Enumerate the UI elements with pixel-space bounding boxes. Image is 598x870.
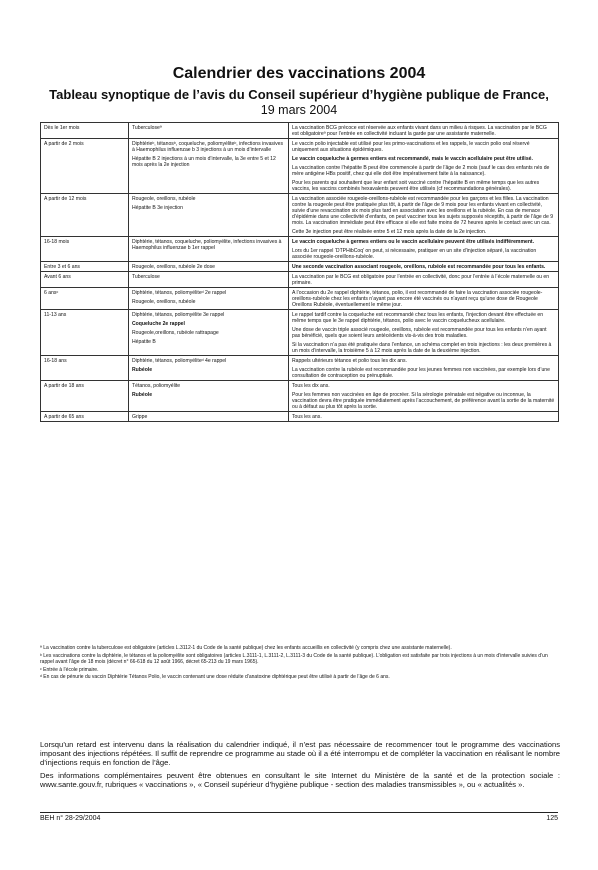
vaccine-cell (129, 237, 289, 262)
recommendation-cell (289, 412, 559, 422)
vaccine-cell (129, 381, 289, 412)
schedule-row (41, 194, 559, 237)
footnotes (40, 645, 560, 682)
vaccine-entry: Grippe (132, 413, 148, 420)
recommendation-cell (289, 237, 559, 262)
footnote: ᶜ Entrée à l’école primaire. (40, 666, 99, 673)
age-cell: A partir de 12 mois (41, 194, 129, 237)
vaccine-entry: Rougeole, oreillons, rubéole (132, 298, 196, 305)
schedule-row (41, 381, 559, 412)
age-cell: 6 ansᶜ (41, 288, 129, 310)
age-cell: 16-18 ans (41, 356, 129, 381)
recommendation-paragraph: Tous les ans. (292, 413, 322, 420)
recommendation-cell (289, 272, 559, 288)
vaccine-entry: Hépatite B 3e injection (132, 204, 183, 211)
recommendation-paragraph: Si la vaccination n’a pas été pratiquée dans l’enfance, un schéma complet en trois injections : les deux premières à un mois d’intervalle, la troisième 5 à 12 mois après la date de la deuxième injection. (292, 341, 552, 354)
schedule-row (41, 123, 559, 139)
recommendation-paragraph: A l’occasion du 2e rappel diphtérie, tétanos, polio, il est recommandé de faire la vaccination associée rougeole-oreillons-rubéole chez les enfants n’ayant pas encore été vaccinés ou n’ayant reçu qu’une dose de Rougeole Oreillons Rubéole, éventuellement le même jour. (292, 289, 543, 308)
age-cell: A partir de 65 ans (41, 412, 129, 422)
vaccine-entry: Rougeole, oreillons, rubéole 2e dose (132, 263, 215, 270)
recommendation-cell (289, 381, 559, 412)
vaccine-cell (129, 262, 289, 272)
age-cell: A partir de 2 mois (41, 139, 129, 194)
schedule-row (41, 272, 559, 288)
recommendation-paragraph: Tous les dix ans. (292, 382, 330, 389)
recommendation-paragraph: Le vaccin coqueluche à germes entiers ou le vaccin acellulaire peuvent être utilisés indifféremment. (292, 238, 535, 245)
schedule-row (41, 262, 559, 272)
document-subtitle: Tableau synoptique de l’avis du Conseil supérieur d’hygiène publique de France, (49, 87, 549, 102)
schedule-row (41, 288, 559, 310)
vaccine-entry: Diphtérie, tétanos, coqueluche, poliomyélite, infections invasives à Haemophilus influenzae b 1er rappel (132, 238, 282, 251)
vaccine-entry: Diphtérie, tétanos, poliomyéliteᵈ 4e rappel (132, 357, 227, 364)
age-cell: Dès le 1er mois (41, 123, 129, 139)
recommendation-paragraph: La vaccination contre l’hépatite B peut être commencée à partir de l’âge de 2 mois (sauf le cas des enfants nés de mère antigène HBs positif, chez qui elle doit être impérativement faite à la naissance). (292, 164, 550, 177)
vaccine-cell (129, 288, 289, 310)
vaccine-entry: Hépatite B 2 injections à un mois d’intervalle, la 3e entre 5 et 12 mois après la 2e injection (132, 155, 276, 168)
journal-reference: BEH n° 28-29/2004 (40, 815, 101, 822)
schedule-row (41, 412, 559, 422)
footnote: ᵇ Les vaccinations contre la diphtérie, le tétanos et la poliomyélite sont obligatoires (articles L.3111-1, L.3111-2, L.3111-3 du Code de la santé publique). L’obligation est satisfaite par trois injections à un mois d’intervalle suivies d’un rappel avant l’âge de 18 mois (décret n° 66-618 du 12 août 1966, décret 65-213 du 19 mars 1965). (40, 652, 548, 665)
vaccine-entry: Hépatite B (132, 338, 156, 345)
recommendation-paragraph: La vaccination BCG précoce est réservée aux enfants vivant dans un milieu à risques. La vaccination par le BCG est obligatoireª pour l’entrée en collectivité incluant la garde par une assistante maternelle. (292, 124, 547, 137)
vaccine-entry: Rubéole (132, 366, 153, 373)
body-paragraph: Des informations complémentaires peuvent être obtenues en consultant le site Internet du Ministère de la santé et de la protection sociale : www.sante.gouv.fr, rubriques « vaccinations », « Conseil supérieur d’hygiène publique - section des maladies transmissibles », ou « actualités ». (40, 770, 560, 789)
recommendation-paragraph: La vaccination par le BCG est obligatoire pour l’entrée en collectivité, donc pour l’entrée à l’école maternelle ou en primaire. (292, 273, 550, 286)
recommendation-paragraph: La vaccination contre la rubéole est recommandée pour les jeunes femmes non vaccinées, par exemple lors d’une consultation de contraception ou prénuptiale. (292, 366, 550, 379)
recommendation-paragraph: Lors du 1er rappel ‘DTPHibCoq’ on peut, si nécessaire, pratiquer en un site d’injection séparé, la vaccination associée rougeole-oreillons-rubéole. (292, 247, 537, 260)
vaccine-cell (129, 272, 289, 288)
schedule-row (41, 310, 559, 356)
body-text (40, 740, 560, 792)
vaccine-entry: Rougeole,oreillons, rubéole rattrapage (132, 329, 219, 336)
recommendation-paragraph: Le rappel tardif contre la coqueluche est recommandé chez tous les enfants, l’injection devant être effectuée en même temps que le 3e rappel diphtérie, tétanos, polio avec le vaccin coquelucheux acellulaire. (292, 311, 544, 324)
recommendation-cell (289, 262, 559, 272)
recommendation-paragraph: Le vaccin polio injectable est utilisé pour les primo-vaccinations et les rappels, le vaccin polio oral réservé uniquement aux situations épidémiques. (292, 140, 530, 153)
vaccine-entry: Rubéole (132, 391, 153, 398)
recommendation-paragraph: Rappels ultérieurs tétanos et polio tous les dix ans. (292, 357, 407, 364)
footnote: ᵈ En cas de pénurie du vaccin Diphtérie Tétanos Polio, le vaccin contenant une dose réduite d’anatoxine diphtérique peut être utilisé à partir de l’âge de 6 ans. (40, 674, 390, 681)
age-cell: 16-18 mois (41, 237, 129, 262)
schedule-row (41, 237, 559, 262)
recommendation-paragraph: Cette 3e injection peut être réalisée entre 5 et 12 mois après la date de la 2e injection. (292, 228, 487, 235)
vaccine-entry: Diphtérieᵇ, tétanosᵇ, coqueluche, poliomyéliteᵇ, infections invasives à Haemophilus influenzae b 3 injections à un mois d’intervalle (132, 140, 284, 153)
document-date: 19 mars 2004 (260, 103, 338, 117)
recommendation-paragraph: Une dose de vaccin triple associé rougeole, oreillons, rubéole est recommandée pour tous les enfants n’en ayant pas bénéficié, quels que soient leurs antécédents vis-à-vis des trois maladies. (292, 326, 547, 339)
vaccine-entry: Diphtérie, tétanos, poliomyéliteᵈ 2e rappel (132, 289, 227, 296)
vaccine-cell (129, 194, 289, 237)
recommendation-paragraph: Pour les femmes non vaccinées en âge de procréer. Si la sérologie prénatale est négative ou inconnue, la vaccination devra être pratiquée immédiatement après l’accouchement, de préférence avant la sortie de la maternité ou à défaut au plus tôt après la sortie. (292, 391, 555, 410)
vaccine-entry: Tuberculoseª (132, 124, 162, 131)
vaccine-cell (129, 123, 289, 139)
vaccine-cell (129, 139, 289, 194)
vaccine-entry: Diphtérie, tétanos, poliomyélite 3e rappel (132, 311, 225, 318)
document-title: Calendrier des vaccinations 2004 (172, 65, 426, 82)
vaccine-cell (129, 356, 289, 381)
recommendation-paragraph: La vaccination associée rougeole-oreillons-rubéole est recommandée pour les garçons et les filles. La vaccination contre la rougeole peut être pratiquée plus tôt, à partir de l’âge de 9 mois pour les enfants vivant en collectivité, suivie d’une revaccination six mois plus tard en association avec les oreillons et la rubéole. En cas de menace d’épidémie dans une collectivité d’enfants, on peut vacciner tous les sujets supposés réceptifs, à partir de l’âge de 9 mois. La vaccination immédiate peut être efficace si elle est faite moins de 72 heures après le contact avec un cas. (292, 195, 554, 226)
vaccination-schedule-table (40, 122, 559, 422)
vaccine-cell (129, 412, 289, 422)
age-cell: 11-13 ans (41, 310, 129, 356)
page-footer (40, 812, 558, 822)
footnote: ª La vaccination contre la tuberculose est obligatoire (articles L.3112-1 du Code de la santé publique) chez les enfants accueillis en collectivité (y compris chez une assistante maternelle). (40, 645, 452, 651)
recommendation-cell (289, 194, 559, 237)
recommendation-paragraph: Une seconde vaccination associant rougeole, oreillons, rubéole est recommandée pour tous les enfants. (292, 263, 546, 270)
recommendation-cell (289, 310, 559, 356)
schedule-row (41, 139, 559, 194)
age-cell: Entre 3 et 6 ans (41, 262, 129, 272)
page-number: 125 (546, 815, 558, 822)
body-paragraph: Lorsqu’un retard est intervenu dans la réalisation du calendrier indiqué, il n’est pas nécessaire de recommencer tout le programme des vaccinations imposant des injections répétées. Il suffit de reprendre ce programme au stade où il a été interrompu et de compléter la vaccination en réalisant le nombre d’injections requis en fonction de l’âge. (40, 740, 560, 768)
recommendation-cell (289, 288, 559, 310)
vaccine-entry: Coqueluche 2e rappel (132, 320, 185, 327)
age-cell: A partir de 18 ans (41, 381, 129, 412)
schedule-row (41, 356, 559, 381)
vaccine-entry: Tuberculose (132, 273, 160, 280)
recommendation-cell (289, 123, 559, 139)
vaccine-cell (129, 310, 289, 356)
vaccine-entry: Rougeole, oreillons, rubéole (132, 195, 196, 202)
recommendation-cell (289, 356, 559, 381)
recommendation-paragraph: Le vaccin coqueluche à germes entiers est recommandé, mais le vaccin acellulaire peut être utilisé. (292, 155, 533, 162)
header (24, 60, 574, 117)
age-cell: Avant 6 ans (41, 272, 129, 288)
vaccine-entry: Tétanos, poliomyélite (132, 382, 181, 389)
recommendation-paragraph: Pour les parents qui souhaitent que leur enfant soit vacciné contre l’hépatite B en même temps que les autres vaccins, les vaccins combinés hexavalents peuvent être utilisés (cf recommandations générales). (292, 179, 540, 192)
recommendation-cell (289, 139, 559, 194)
